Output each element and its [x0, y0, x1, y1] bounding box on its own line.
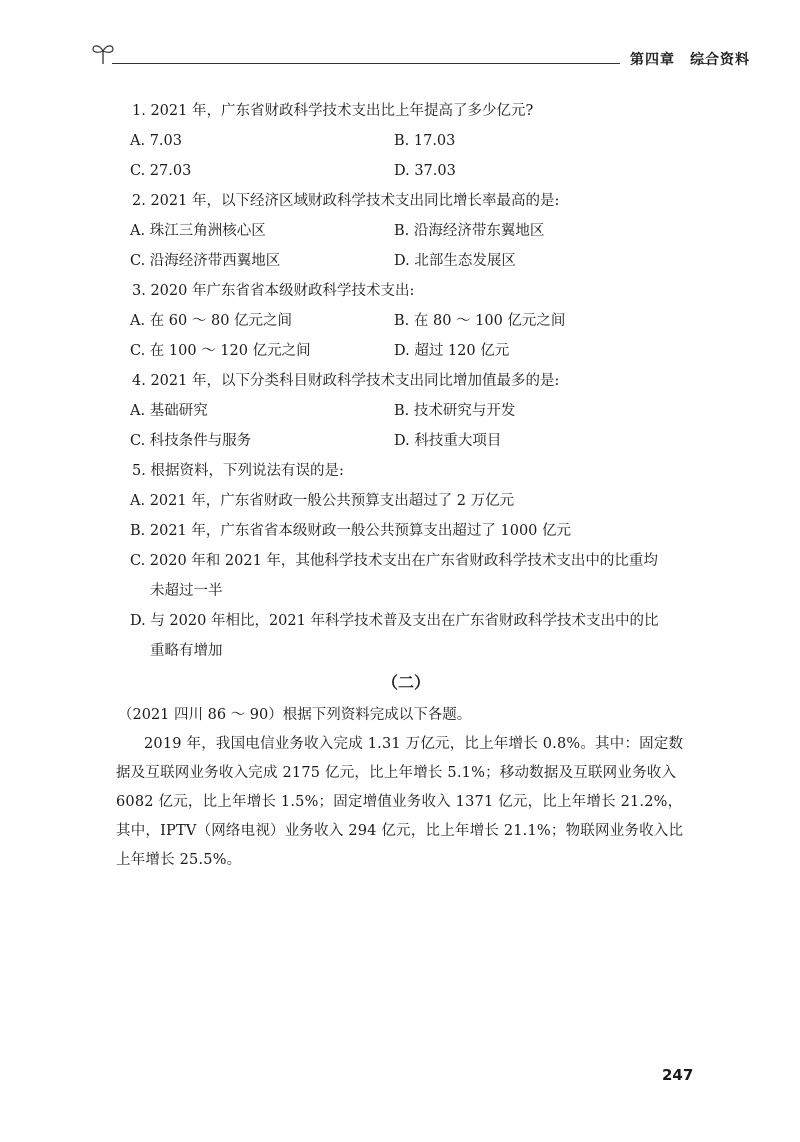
- question-stem: 3. 2020 年广东省省本级财政科学技术支出:: [132, 283, 415, 299]
- chapter-title: 第四章 综合资料: [630, 52, 750, 68]
- option-c: C. 在 100 ～ 120 亿元之间: [130, 343, 311, 359]
- option-b: B. 17.03: [394, 133, 456, 149]
- option-d: D. 北部生态发展区: [394, 253, 516, 269]
- section-source: （2021 四川 86 ～ 90）根据下列资料完成以下各题。: [118, 707, 472, 723]
- page-number: 247: [662, 1066, 694, 1084]
- option-row: [116, 216, 696, 246]
- question-stem: 5. 根据资料，下列说法有误的是:: [132, 463, 344, 479]
- option-row: [116, 156, 696, 186]
- option-a: A. 7.03: [130, 133, 182, 149]
- option-a: A. 在 60 ～ 80 亿元之间: [130, 313, 293, 329]
- option-d: D. 超过 120 亿元: [394, 343, 510, 359]
- page-header: [90, 40, 750, 72]
- option-c: C. 科技条件与服务: [130, 433, 252, 449]
- option-row: [116, 126, 696, 156]
- question-stem: 4. 2021 年，以下分类科目财政科学技术支出同比增加值最多的是:: [132, 373, 560, 389]
- option-c: C. 2020 年和 2021 年，其他科学技术支出在广东省财政科学技术支出中的比重均: [130, 553, 658, 569]
- option-a: A. 基础研究: [130, 403, 208, 419]
- option-a: A. 2021 年，广东省财政一般公共预算支出超过了 2 万亿元: [130, 493, 515, 509]
- option-c: C. 沿海经济带西翼地区: [130, 253, 281, 269]
- page-content: [116, 96, 696, 875]
- option-row: [116, 246, 696, 276]
- option-a: A. 珠江三角洲核心区: [130, 223, 266, 239]
- option-d-continued: 重略有增加: [150, 643, 223, 659]
- option-b: B. 在 80 ～ 100 亿元之间: [394, 313, 566, 329]
- section-title: （二）: [381, 673, 430, 692]
- header-rule: [112, 63, 620, 64]
- option-b: B. 技术研究与开发: [394, 403, 516, 419]
- option-d: D. 科技重大项目: [394, 433, 502, 449]
- header-rule-right: [700, 63, 710, 64]
- option-d: D. 与 2020 年相比，2021 年科学技术普及支出在广东省财政科学技术支出中的比: [130, 613, 659, 629]
- option-row: [116, 396, 696, 426]
- option-c-continued: 未超过一半: [150, 583, 223, 599]
- option-row: [116, 306, 696, 336]
- option-d: D. 37.03: [394, 163, 456, 179]
- option-row: [116, 426, 696, 456]
- question-stem: 1. 2021 年，广东省财政科学技术支出比上年提高了多少亿元?: [132, 103, 534, 119]
- option-b: B. 沿海经济带东翼地区: [394, 223, 545, 239]
- option-row: [116, 336, 696, 366]
- question-stem: 2. 2021 年，以下经济区域财政科学技术支出同比增长率最高的是:: [132, 193, 560, 209]
- material-paragraph: 2019 年，我国电信业务收入完成 1.31 万亿元，比上年增长 0.8%。其中：固定数据及互联网业务收入完成 2175 亿元，比上年增长 5.1%；移动数据及互联网业务收入 6082 亿元，比上年增长 1.5%；固定增值业务收入 1371 亿元，比上年增长 21.2%，其中，IPTV（网络电视）业务收入 294 亿元，比上年增长 21.1%；物联网业务收入比上年增长 25.5%。: [116, 736, 684, 868]
- option-b: B. 2021 年，广东省省本级财政一般公共预算支出超过了 1000 亿元: [130, 523, 572, 539]
- option-c: C. 27.03: [130, 163, 192, 179]
